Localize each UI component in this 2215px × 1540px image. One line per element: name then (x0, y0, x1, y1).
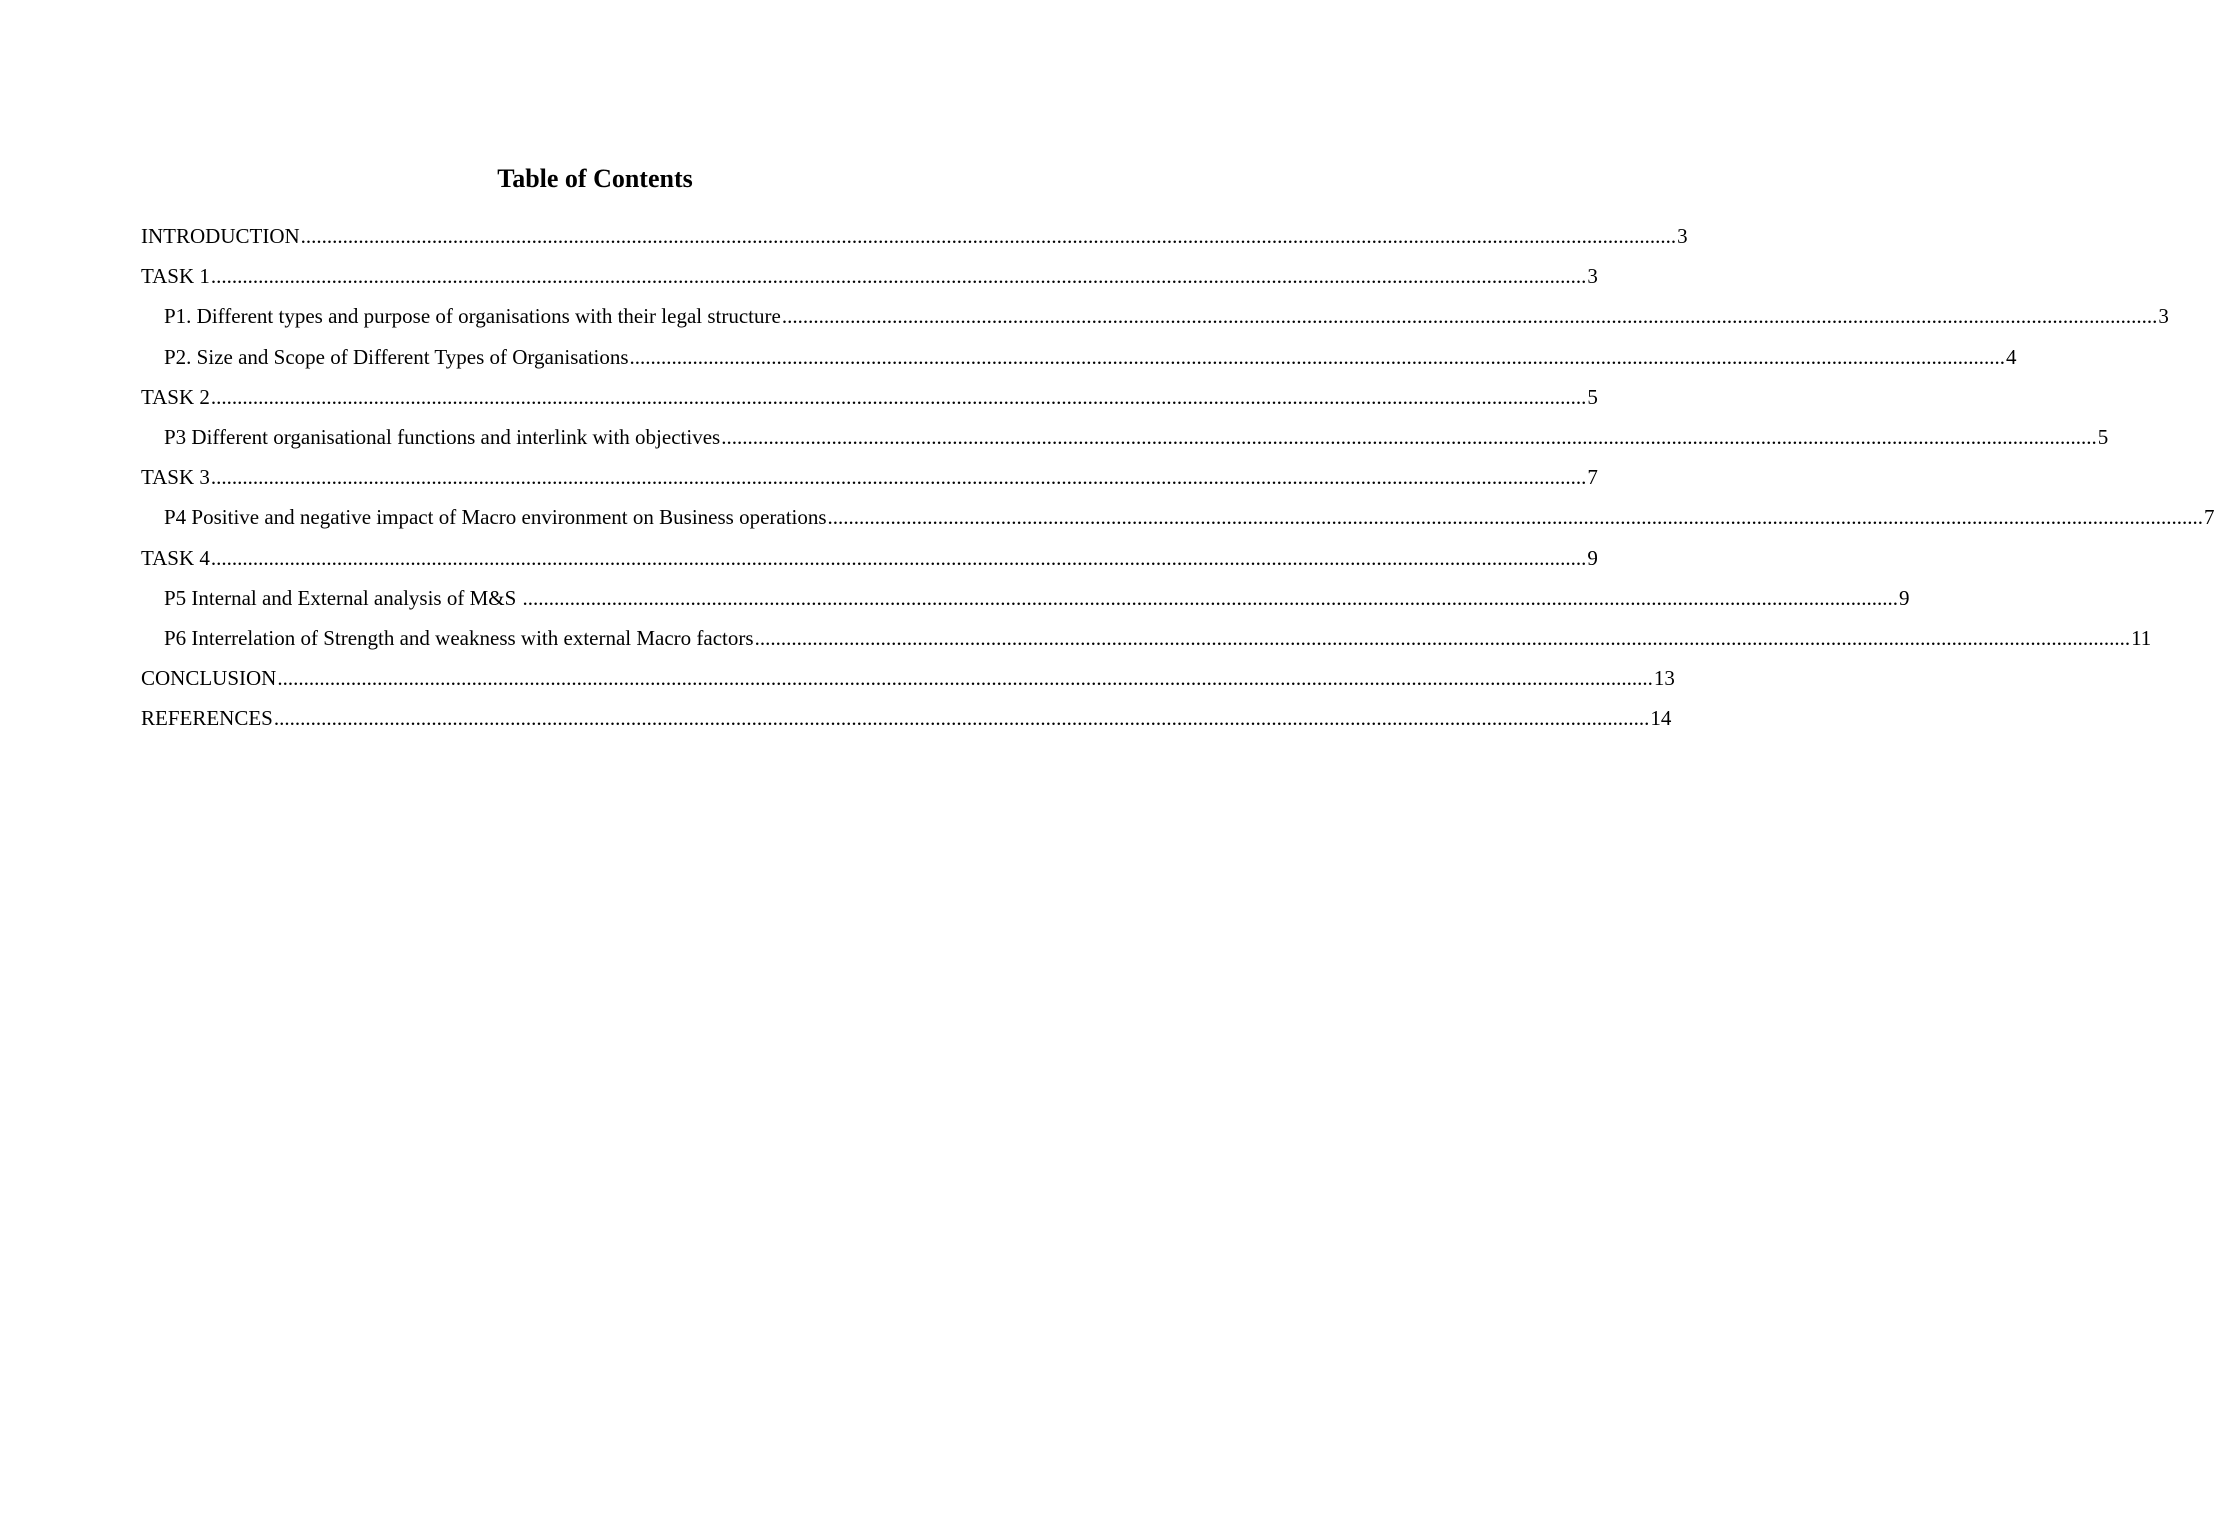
toc-entry-task-3[interactable] (141, 460, 1598, 500)
toc-entry-text: INTRODUCTION (141, 224, 300, 248)
toc-entry-text: P3 Different organisational functions and interlink with objectives (164, 424, 721, 449)
toc-leader-dots: ...................................................................................................................................................................................................................................................................... (754, 625, 2131, 650)
toc-page-number: 9 (1899, 585, 1910, 610)
toc-entry-text: P6 Interrelation of Strength and weakness with external Macro factors (164, 625, 754, 650)
toc-entry-p1[interactable] (141, 299, 2169, 339)
toc-page-number: 11 (2131, 625, 2152, 650)
toc-title: Table of Contents (497, 164, 693, 193)
toc-entry-task-1[interactable] (141, 259, 1598, 299)
toc-page-number: 4 (2006, 344, 2017, 369)
toc-page-number: 3 (2158, 304, 2169, 329)
toc-entry-text: TASK 4 (141, 545, 210, 570)
toc-entry-conclusion[interactable] (141, 661, 1675, 701)
toc-leader-dots: ...................................................................................................................................................................................................................................................................... (273, 706, 1650, 731)
toc-entry-p4[interactable] (141, 500, 2215, 540)
toc-entry-text: P1. Different types and purpose of organisations with their legal structure (164, 304, 781, 329)
toc-leader-dots: ...................................................................................................................................................................................................................................................................... (210, 264, 1587, 289)
toc-leader-dots: ...................................................................................................................................................................................................................................................................... (300, 224, 1677, 248)
toc-entry-p5[interactable] (141, 581, 1910, 621)
toc-entry-text: P5 Internal and External analysis of M&S (164, 585, 522, 610)
toc-page-number: 13 (1653, 666, 1675, 691)
toc-entry-text: TASK 2 (141, 384, 210, 409)
toc-page-number: 3 (1587, 264, 1598, 289)
toc-page-number: 3 (1677, 224, 1688, 248)
toc-entry-text: TASK 1 (141, 264, 210, 289)
toc-leader-dots: ...................................................................................................................................................................................................................................................................... (781, 304, 2158, 329)
toc-leader-dots: ...................................................................................................................................................................................................................................................................... (827, 505, 2204, 530)
toc-page-number: 9 (1587, 545, 1598, 570)
toc-page-number: 7 (2204, 505, 2215, 530)
toc-entry-task-4[interactable] (141, 541, 1598, 581)
toc-page-number: 7 (1587, 465, 1598, 490)
toc-page-number: 5 (2097, 424, 2109, 449)
toc-entry-task-2[interactable] (141, 380, 1598, 420)
toc-leader-dots: ...................................................................................................................................................................................................................................................................... (721, 424, 2097, 449)
toc-entry-references[interactable] (141, 701, 1672, 741)
toc-entry-text: P4 Positive and negative impact of Macro environment on Business operations (164, 505, 827, 530)
toc-leader-dots: ...................................................................................................................................................................................................................................................................... (210, 545, 1587, 570)
toc-leader-dots: ...................................................................................................................................................................................................................................................................... (277, 666, 1653, 691)
toc-leader-dots: ...................................................................................................................................................................................................................................................................... (522, 585, 1899, 610)
toc-list (141, 219, 2215, 741)
toc-entry-text: REFERENCES (141, 706, 273, 731)
toc-entry-introduction[interactable] (141, 219, 1688, 259)
toc-entry-p6[interactable] (141, 621, 2152, 661)
toc-entry-text: TASK 3 (141, 465, 210, 490)
toc-leader-dots: ...................................................................................................................................................................................................................................................................... (210, 465, 1587, 490)
toc-leader-dots: ...................................................................................................................................................................................................................................................................... (210, 384, 1587, 409)
toc-entry-p2[interactable] (141, 340, 2017, 380)
toc-page-number: 5 (1587, 384, 1598, 409)
toc-entry-text: CONCLUSION (141, 666, 277, 691)
toc-entry-p3[interactable] (141, 420, 2109, 460)
toc-leader-dots: ...................................................................................................................................................................................................................................................................... (629, 344, 2006, 369)
toc-entry-text: P2. Size and Scope of Different Types of Organisations (164, 344, 629, 369)
toc-page-number: 14 (1650, 706, 1672, 731)
